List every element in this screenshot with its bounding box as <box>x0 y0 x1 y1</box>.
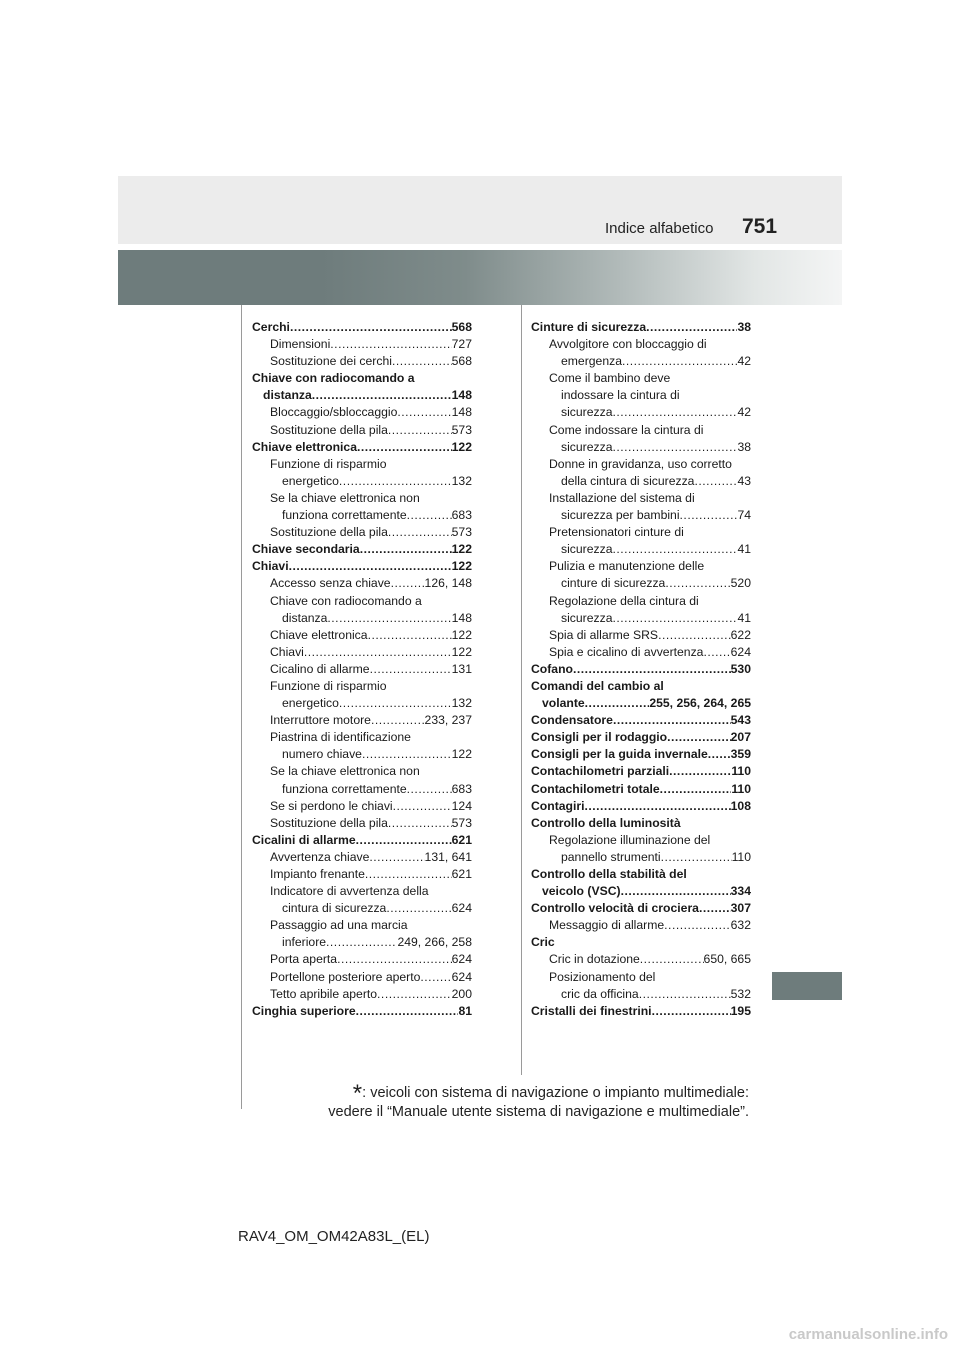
entry-page-ref: 38 <box>737 439 751 454</box>
index-main-entry <box>531 798 751 815</box>
dot-leader <box>397 404 451 421</box>
dot-leader <box>585 798 731 815</box>
entry-term: volante <box>542 696 585 711</box>
dot-leader <box>337 951 452 968</box>
dot-leader <box>652 1003 731 1020</box>
dot-leader <box>391 575 425 592</box>
section-tab-marker <box>772 972 842 1000</box>
entry-page-ref: 683 <box>451 508 472 523</box>
index-sub-entry <box>252 746 472 763</box>
index-sub-entry <box>252 951 472 968</box>
entry-page-ref: 126, 148 <box>424 576 472 591</box>
index-main-entry: Controllo della stabilità del <box>531 867 687 881</box>
dot-leader <box>339 695 452 712</box>
entry-term: della cintura di sicurezza <box>561 473 695 488</box>
index-column-right <box>531 319 751 1020</box>
entry-page-ref: 81 <box>458 1003 472 1018</box>
index-sub-entry: Come indossare la cintura di <box>549 422 704 437</box>
dot-leader <box>304 644 452 661</box>
index-sub-entry <box>531 849 751 866</box>
dot-leader <box>585 695 650 712</box>
entry-page-ref: 727 <box>451 337 472 352</box>
entry-page-ref: 132 <box>451 473 472 488</box>
entry-term: sicurezza <box>561 439 613 454</box>
entry-term: Cerchi <box>252 320 290 334</box>
index-sub-entry: Installazione del sistema di <box>549 490 695 505</box>
entry-term: sicurezza per bambini <box>561 508 680 523</box>
index-sub-entry <box>252 900 472 917</box>
index-sub-entry: Posizionamento del <box>549 969 656 984</box>
index-sub-entry <box>252 353 472 370</box>
dot-leader <box>667 729 731 746</box>
entry-term: Interruttore motore <box>270 713 371 728</box>
index-sub-entry <box>531 951 751 968</box>
entry-page-ref: 255, 256, 264, 265 <box>649 696 751 711</box>
dot-leader <box>664 917 730 934</box>
index-sub-entry <box>252 934 472 951</box>
dot-leader <box>639 986 731 1003</box>
dot-leader <box>392 353 452 370</box>
index-main-entry <box>531 746 751 763</box>
index-sub-entry <box>531 507 751 524</box>
entry-page-ref: 207 <box>730 730 751 745</box>
dot-leader <box>646 319 737 336</box>
index-sub-entry <box>252 866 472 883</box>
index-sub-entry <box>252 781 472 798</box>
entry-page-ref: 124 <box>451 798 472 813</box>
index-sub-entry: Indicatore di avvertenza della <box>270 884 429 899</box>
section-title: Indice alfabetico <box>605 220 714 237</box>
dot-leader <box>371 712 425 729</box>
entry-page-ref: 249, 266, 258 <box>397 935 472 950</box>
dot-leader <box>360 541 452 558</box>
dot-leader <box>330 336 451 353</box>
index-main-entry <box>531 1003 751 1020</box>
index-main-entry <box>252 439 472 456</box>
entry-term: Contagiri <box>531 798 585 813</box>
entry-term: funziona correttamente <box>282 781 407 796</box>
dot-leader <box>289 558 452 575</box>
entry-page-ref: 122 <box>451 627 472 642</box>
entry-term: Accesso senza chiave <box>270 576 391 591</box>
entry-page-ref: 110 <box>731 849 751 864</box>
entry-page-ref: 110 <box>731 781 751 796</box>
entry-term: Cofano <box>531 661 573 676</box>
dot-leader <box>612 610 737 627</box>
entry-term: energetico <box>282 473 339 488</box>
entry-page-ref: 632 <box>730 918 751 933</box>
index-main-entry <box>531 883 751 900</box>
index-sub-entry: Regolazione della cintura di <box>549 593 699 608</box>
index-sub-entry <box>252 336 472 353</box>
index-sub-entry: Donne in gravidanza, uso corretto <box>549 456 732 471</box>
entry-term: Cristalli dei finestrini <box>531 1003 652 1018</box>
dot-leader <box>420 969 451 986</box>
entry-term: energetico <box>282 696 339 711</box>
entry-term: funziona correttamente <box>282 508 407 523</box>
entry-page-ref: 573 <box>451 422 472 437</box>
entry-term: Cinture di sicurezza <box>531 320 647 334</box>
entry-term: cinture di sicurezza <box>561 576 666 591</box>
entry-term: Cinghia superiore <box>252 1003 356 1018</box>
entry-page-ref: 568 <box>451 320 472 334</box>
entry-page-ref: 624 <box>451 901 472 916</box>
index-main-entry: Controllo della luminosità <box>531 815 681 830</box>
index-sub-entry <box>531 627 751 644</box>
dot-leader <box>613 712 731 729</box>
entry-term: emergenza <box>561 354 622 369</box>
dot-leader <box>365 866 452 883</box>
dot-leader <box>621 883 731 900</box>
dot-leader <box>407 781 452 798</box>
entry-page-ref: 543 <box>730 713 751 728</box>
index-sub-entry: Piastrina di identificazione <box>270 730 411 745</box>
index-sub-entry <box>531 439 751 456</box>
dot-leader <box>665 575 730 592</box>
header-gradient-bar <box>118 250 842 305</box>
index-sub-entry <box>252 712 472 729</box>
entry-page-ref: 122 <box>451 542 472 557</box>
entry-term: Condensatore <box>531 713 613 728</box>
dot-leader <box>290 319 452 336</box>
entry-page-ref: 108 <box>730 798 751 813</box>
index-sub-entry: Chiave con radiocomando a <box>270 593 422 608</box>
entry-term: Dimensioni <box>270 337 331 352</box>
entry-page-ref: 195 <box>730 1003 751 1018</box>
index-sub-entry <box>252 798 472 815</box>
index-main-entry <box>252 832 472 849</box>
dot-leader <box>386 900 451 917</box>
entry-term: Spia e cicalino di avvertenza <box>549 644 704 659</box>
index-sub-entry <box>531 575 751 592</box>
index-main-entry <box>531 712 751 729</box>
entry-page-ref: 122 <box>451 644 472 659</box>
entry-term: Tetto apribile aperto <box>270 986 378 1001</box>
index-sub-entry: Funzione di risparmio <box>270 678 387 693</box>
index-main-entry <box>531 661 751 678</box>
entry-term: sicurezza <box>561 610 613 625</box>
entry-term: Sostituzione della pila <box>270 815 388 830</box>
entry-term: Contachilometri parziali <box>531 764 670 779</box>
index-sub-entry <box>252 986 472 1003</box>
entry-term: Messaggio di allarme <box>549 918 665 933</box>
index-main-entry <box>252 319 472 336</box>
index-sub-entry: Passaggio ad una marcia <box>270 918 408 933</box>
entry-page-ref: 683 <box>451 781 472 796</box>
entry-term: Sostituzione della pila <box>270 422 388 437</box>
index-main-entry <box>252 541 472 558</box>
entry-term: Sostituzione dei cerchi <box>270 354 392 369</box>
index-sub-entry: Se la chiave elettronica non <box>270 490 420 505</box>
entry-page-ref: 359 <box>730 747 751 762</box>
header-band <box>118 176 842 244</box>
entry-term: Cicalini di allarme <box>252 832 356 847</box>
entry-term: Porta aperta <box>270 952 338 967</box>
entry-page-ref: 530 <box>730 661 751 676</box>
index-sub-entry <box>531 986 751 1003</box>
index-main-entry <box>252 1003 472 1020</box>
index-sub-entry <box>531 473 751 490</box>
entry-page-ref: 621 <box>451 832 472 847</box>
index-main-entry <box>531 781 751 798</box>
index-sub-entry: Avvolgitore con bloccaggio di <box>549 337 707 352</box>
index-main-entry: Comandi del cambio al <box>531 678 664 693</box>
dot-leader <box>407 507 452 524</box>
entry-page-ref: 148 <box>451 610 472 625</box>
entry-term: Impianto frenante <box>270 867 365 881</box>
index-main-entry <box>252 387 472 404</box>
dot-leader <box>699 900 731 917</box>
entry-term: Sostituzione della pila <box>270 525 388 540</box>
entry-term: Consigli per il rodaggio <box>531 730 668 745</box>
index-main-entry <box>531 319 751 336</box>
dot-leader <box>708 746 731 763</box>
entry-page-ref: 148 <box>451 405 472 420</box>
document-code: RAV4_OM_OM42A83L_(EL) <box>238 1228 430 1245</box>
dot-leader <box>327 610 451 627</box>
dot-leader <box>388 815 452 832</box>
entry-page-ref: 110 <box>731 764 751 779</box>
footnote-text-1: : veicoli con sistema di navigazione o impianto multimediale: <box>362 1085 749 1101</box>
entry-page-ref: 532 <box>730 986 751 1001</box>
entry-page-ref: 621 <box>451 867 472 881</box>
entry-term: numero chiave <box>282 747 362 762</box>
entry-term: Se si perdono le chiavi <box>270 798 393 813</box>
entry-term: cric da officina <box>561 986 639 1001</box>
entry-page-ref: 568 <box>451 354 472 369</box>
entry-page-ref: 43 <box>737 473 751 488</box>
entry-term: inferiore <box>282 935 327 950</box>
entry-page-ref: 122 <box>451 559 472 574</box>
dot-leader <box>377 986 452 1003</box>
entry-page-ref: 41 <box>737 542 751 557</box>
entry-term: veicolo (VSC) <box>542 884 621 899</box>
index-sub-entry <box>252 627 472 644</box>
page-number: 751 <box>742 215 778 238</box>
entry-page-ref: 334 <box>730 884 751 899</box>
entry-page-ref: 624 <box>730 644 751 659</box>
entry-term: Chiave elettronica <box>252 439 357 454</box>
dot-leader <box>622 353 737 370</box>
entry-term: sicurezza <box>561 405 613 420</box>
index-sub-entry <box>531 610 751 627</box>
entry-term: Chiave elettronica <box>270 627 368 642</box>
entry-term: pannello strumenti <box>561 849 661 864</box>
index-sub-entry <box>252 661 472 678</box>
entry-term: Portellone posteriore aperto <box>270 969 421 984</box>
entry-term: Chiavi <box>252 559 289 574</box>
dot-leader <box>694 473 737 490</box>
entry-term: cintura di sicurezza <box>282 901 387 916</box>
entry-page-ref: 200 <box>451 986 472 1001</box>
dot-leader <box>680 507 738 524</box>
dot-leader <box>669 763 731 780</box>
dot-leader <box>393 798 452 815</box>
index-sub-entry <box>531 541 751 558</box>
dot-leader <box>370 661 452 678</box>
index-main-entry <box>531 729 751 746</box>
entry-page-ref: 650, 665 <box>703 952 751 967</box>
watermark: carmanualsonline.info <box>788 1326 948 1343</box>
dot-leader <box>612 541 737 558</box>
entry-term: Consigli per la guida invernale <box>531 747 708 762</box>
dot-leader <box>388 422 452 439</box>
entry-term: Avvertenza chiave <box>270 849 370 864</box>
entry-page-ref: 233, 237 <box>424 713 472 728</box>
index-sub-entry <box>252 524 472 541</box>
dot-leader <box>658 627 731 644</box>
dot-leader <box>612 404 737 421</box>
index-sub-entry: Pulizia e manutenzione delle <box>549 559 705 574</box>
entry-term: Chiave secondaria <box>252 542 360 557</box>
entry-page-ref: 122 <box>451 439 472 454</box>
entry-term: Cicalino di allarme <box>270 661 370 676</box>
dot-leader <box>703 644 730 661</box>
index-sub-entry: indossare la cintura di <box>561 388 680 403</box>
index-main-entry: Chiave con radiocomando a <box>252 371 415 386</box>
index-sub-entry: Pretensionatori cinture di <box>549 525 684 540</box>
index-sub-entry <box>252 404 472 421</box>
entry-page-ref: 307 <box>730 901 751 916</box>
index-sub-entry <box>252 644 472 661</box>
dot-leader <box>356 832 452 849</box>
dot-leader <box>312 387 452 404</box>
index-main-entry <box>531 763 751 780</box>
entry-term: distanza <box>282 610 328 625</box>
dot-leader <box>356 1003 459 1020</box>
dot-leader <box>326 934 397 951</box>
index-main-entry <box>531 900 751 917</box>
entry-term: Cric in dotazione <box>549 952 640 967</box>
index-sub-entry <box>252 575 472 592</box>
index-sub-entry <box>252 422 472 439</box>
entry-page-ref: 38 <box>737 320 751 334</box>
index-sub-entry <box>252 815 472 832</box>
entry-term: sicurezza <box>561 542 613 557</box>
entry-term: Chiavi <box>270 644 304 659</box>
entry-page-ref: 520 <box>730 576 751 591</box>
index-sub-entry <box>252 507 472 524</box>
entry-page-ref: 42 <box>737 354 751 369</box>
index-column-left <box>252 319 472 1020</box>
entry-term: Contachilometri totale <box>531 781 660 796</box>
index-sub-entry <box>252 695 472 712</box>
left-margin-rule <box>241 305 242 1109</box>
dot-leader <box>339 473 452 490</box>
entry-page-ref: 131, 641 <box>424 849 472 864</box>
index-sub-entry <box>531 917 751 934</box>
dot-leader <box>362 746 452 763</box>
entry-page-ref: 573 <box>451 525 472 540</box>
dot-leader <box>612 439 737 456</box>
index-sub-entry <box>531 644 751 661</box>
entry-page-ref: 122 <box>451 747 472 762</box>
index-sub-entry <box>252 610 472 627</box>
dot-leader <box>357 439 452 456</box>
entry-page-ref: 42 <box>737 405 751 420</box>
dot-leader <box>660 781 732 798</box>
entry-page-ref: 624 <box>451 952 472 967</box>
dot-leader <box>388 524 452 541</box>
footnote-line-2: vedere il “Manuale utente sistema di navigazione e multimediale”. <box>328 1104 749 1120</box>
dot-leader <box>368 627 452 644</box>
column-divider <box>521 305 522 1075</box>
index-main-entry: Cric <box>531 935 555 950</box>
index-sub-entry: Funzione di risparmio <box>270 456 387 471</box>
entry-page-ref: 74 <box>737 508 751 523</box>
index-main-entry <box>252 558 472 575</box>
entry-page-ref: 132 <box>451 696 472 711</box>
entry-page-ref: 573 <box>451 815 472 830</box>
entry-term: Controllo velocità di crociera <box>531 901 699 916</box>
entry-term: Spia di allarme SRS <box>549 627 659 642</box>
entry-page-ref: 624 <box>451 969 472 984</box>
dot-leader <box>661 849 732 866</box>
dot-leader <box>369 849 424 866</box>
index-sub-entry: Se la chiave elettronica non <box>270 764 420 779</box>
index-main-entry <box>531 695 751 712</box>
index-sub-entry <box>252 849 472 866</box>
dot-leader <box>640 951 704 968</box>
entry-term: distanza <box>263 388 312 403</box>
entry-page-ref: 41 <box>737 610 751 625</box>
index-sub-entry: Regolazione illuminazione del <box>549 832 711 847</box>
dot-leader <box>573 661 731 678</box>
entry-term: Bloccaggio/sbloccaggio <box>270 405 398 420</box>
index-sub-entry <box>252 969 472 986</box>
entry-page-ref: 148 <box>451 388 472 403</box>
index-sub-entry <box>252 473 472 490</box>
entry-page-ref: 131 <box>451 661 472 676</box>
index-sub-entry <box>531 404 751 421</box>
index-sub-entry: Come il bambino deve <box>549 371 671 386</box>
index-sub-entry <box>531 353 751 370</box>
footnote-asterisk: * <box>352 1080 363 1107</box>
entry-page-ref: 622 <box>730 627 751 642</box>
